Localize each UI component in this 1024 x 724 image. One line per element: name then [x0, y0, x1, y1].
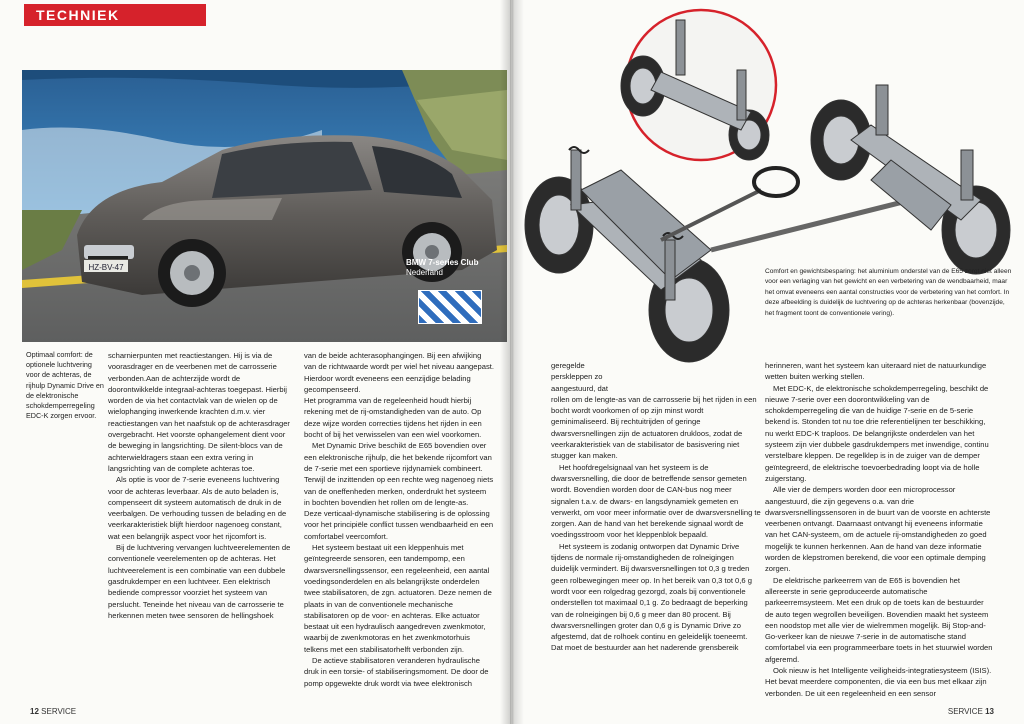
page-number: 12 [30, 707, 39, 716]
paragraph: Alle vier de dempers worden door een microprocessor aangestuurd, die zijn gegevens o.a. van drie dwarsversnellingssensoren in de buurt van de voorste en achterste veerbenen ontvangt. Daarnaast ontvangt hij eveneens informatie van het CAN-systeem, om de actuele rij-omstandigheden zo goed mogelijk te kunnen herkennen. Aan de hand van deze informatie worden de klepstromen berekend, die voor een optimale demping zorgen. [765, 485, 991, 574]
paragraph: Het systeem is zodanig ontworpen dat Dynamic Drive tijdens de normale rij-omstandigheden de rolneigingen duidelijk vermindert. Bij dwarsversnellingen tot 0,3 g treden geen rolbewegingen meer op. In het bereik van 0,3 tot 0,6 g wordt voor een rolgedrag gezorgd, zoals bij conventionele onderstellen tot maximaal 0,1 g. Zo bedraagt de beperking van de rolneigingen bij 0,6 g meer dan 80 procent. Bij dwarsversnellingen groter dan 0,6 g is Dynamic Drive zo afgestemd, dat de rolhoek continu en geleidelijk toeneemt. Dat moet de bestuurder aan het naderende grensbereik [551, 541, 752, 653]
left-column-2 [108, 350, 294, 621]
folio-label: SERVICE [947, 707, 983, 716]
paragraph: Met EDC-K, de elektronische schokdemperregeling, beschikt de nieuwe 7-serie over een doorontwikkeling van de schokdemperregeling die van de huidige 7-serie en de 5-serie bekend is. Stonden tot nu toe drie referentielijnen ter beschikking, nu werkt EDC-K traploos. De belangrijkste onderdelen van het systeem zijn vier dubbele gasdrukdempers met inwendige, continu verstelbare kleppen. De regelklep is in de zuiger van de demper geïntegreerd, de elektrische toevoerbedrading loopt via de holle zuigerstang. [765, 383, 989, 483]
paragraph: De actieve stabilisatoren veranderen hydraulische druk in een torsie- of stabiliseringsmoment. De door de pomp opgewekte druk wordt via twee elektronisch [304, 656, 489, 688]
folio-left [30, 707, 76, 716]
paragraph: Ook nieuw is het Intelligente veiligheids-integratiesysteem (ISIS). Het bevat meerdere componenten, die via een bus met elkaar zijn verbonden. De uit een regeleenheid en een sensor [765, 666, 992, 698]
paragraph: van de beide achterasophangingen. Bij een afwijking van de richtwaarde wordt per wiel het niveau aangepast. Hierdoor wordt eveneens een eenzijdige belading gecompenseerd. [304, 351, 494, 394]
page-number: 13 [985, 707, 994, 716]
paragraph-head: geregelde perskleppen zo aangestuurd, dat [551, 361, 608, 393]
paragraph: Met Dynamic Drive beschikt de E65 bovendien over een elektronische rijhulp, die het bekende rijcomfort van de 7-serie met een sportieve rijdynamiek combineert. Terwijl de inzittenden op een rechte weg nagenoeg niets van de oneffenheden merken, onderdrukt het systeem in bochten bovendien het rollen om de lengte-as. [304, 441, 494, 507]
section-label: TECHNIEK [24, 4, 206, 26]
paragraph: Bij de luchtvering vervangen luchtveerelementen de conventionele veerelementen op de achteras. Het luchtveerelement is een combinatie van een dubbele gasdrukdemper en een luchtveer. Een elektrisch bediende compressor voorziet het systeem van perslucht. Teneinde het niveau van de carrosserie te herkennen meten twee sensoren de hellingshoek [108, 543, 291, 620]
right-column-1 [551, 360, 761, 654]
photo-caption: Optimaal comfort: de optionele luchtvering voor de achteras, de rijhulp Dynamic Drive en de elektronische schokdemperregeling EDC-K zorgen ervoor. [26, 350, 104, 421]
right-page [511, 0, 1024, 724]
illustration-caption: Comfort en gewichtsbesparing: het aluminium onderstel van de E65 zorgt niet alleen voor een verlaging van het gewicht en een verbetering van de wendbaarheid, maar het omvat eveneens een aantal constructies voor de verbetering van het comfort. In deze afbeelding is duidelijk de luchtvering op de achteras herkenbaar (bovenzijde, het fragment toont de conventionele vering). [765, 268, 1012, 317]
club-logo-icon [418, 290, 482, 324]
club-badge-title: BMW 7-series Club [406, 258, 479, 267]
paragraph: De elektrische parkeerrem van de E65 is bovendien het allereerste in serie geproduceerde automatische parkeerremsysteem. Met een druk op de toets kan de bestuurder de auto tegen wegrollen beveiligen. Bovendien maakt het systeem een noodstop met alle vier de wielremmen mogelijk. Bij Stop-and-Go-verkeer kan de nieuwe 7-serie in de automatische stand comfortabel via een programmeerbare toets in het stuurwiel worden afgeremd. [765, 575, 993, 664]
license-plate: HZ-BV-47 [88, 263, 124, 272]
paragraph: herinneren, want het systeem kan uiteraard niet de natuurkundige wetten buiten werking stellen. [765, 361, 987, 382]
paragraph: Het hoofdregelsignaal van het systeem is de dwarsversnelling, die door de betreffende sensor gemeten wordt. Bovendien worden door de CAN-bus nog meer signalen t.a.v. de dwars- en langsdynamiek gemeten en verwerkt, om voor meer informatie over de dwarsversnelling te zorgen. Aan de hand van het berekende signaal wordt de voedingsstroom voor het kleppenblok bepaald. [551, 462, 761, 540]
paragraph: scharnierpunten met reactiestangen. Hij is via de voorasdrager en de veerbenen met de carrosserie verbonden.Aan de achterzijde wordt de doorontwikkelde integraal-achteras toegepast. Hierbij worden de via het contactvlak van de wielen op de wielophanging inwerkende krachten d.m.v. vier reactiestangen van het naafstuk op de achterasdrager overgebracht. Het voorste ophangelement dient voor de beweging in langsrichting. De silent-blocs van de achterwieldragers staan een extra vering in langsrichting van de complete achteras toe. [108, 351, 290, 473]
folio-right [948, 707, 994, 716]
paragraph: rollen om de lengte-as van de carrosserie bij het rijden in een bocht wordt voorkomen of op zijn minst wordt geminimaliseerd. Bij rechtuitrijden of geringe dwarsversnellingen zijn de actuatoren drukloos, zodat de veerkarakteristiek van de stabilisator de basisvering niet stugger kan maken. [551, 394, 757, 461]
right-column-2 [765, 360, 993, 699]
left-page [0, 0, 510, 724]
club-badge-subtitle: Nederland [406, 268, 443, 277]
paragraph: Als optie is voor de 7-serie eveneens luchtvering voor de achteras leverbaar. Als de auto beladen is, compenseert dit systeem automatisch de druk in de veerbalgen. De verhouding tussen de belading en de veerkarakteristiek blijft hierdoor nagenoeg constant, wat een belangrijk aspect voor het rijcomfort is. [108, 475, 287, 541]
folio-label: SERVICE [41, 707, 77, 716]
paragraph: Deze verticaal-dynamische stabilisering is de oplossing voor het principiële conflict tussen wendbaarheid en een comfortabel veercomfort. [304, 509, 494, 541]
paragraph: Het systeem bestaat uit een kleppenhuis met geïntegreerde sensoren, een tandempomp, een dwarsversnellingssensor, een regeleenheid, een aantal voedingsonderdelen en als belangrijkste onderdelen twee stabilisatoren, de zgn. actuatoren. Deze nemen de plaats in van de conventionele mechanische stabilisatoren op de voor- en achteras. Elke actuator bestaat uit een hydraulisch aangedreven zwenkmotor, waarbij de zwenkmotoras en het zwenkmotorhuis telkens met een stabilisatorhelft verbonden zijn. [304, 543, 492, 654]
paragraph: Het programma van de regeleenheid houdt hierbij rekening met de rij-omstandigheden van de auto. Op deze wijze worden correcties tijdens het rijden in een bocht of bij het verwisselen van een wiel voorkomen. [304, 396, 482, 440]
left-column-3 [304, 350, 494, 689]
club-badge-text [406, 258, 478, 278]
